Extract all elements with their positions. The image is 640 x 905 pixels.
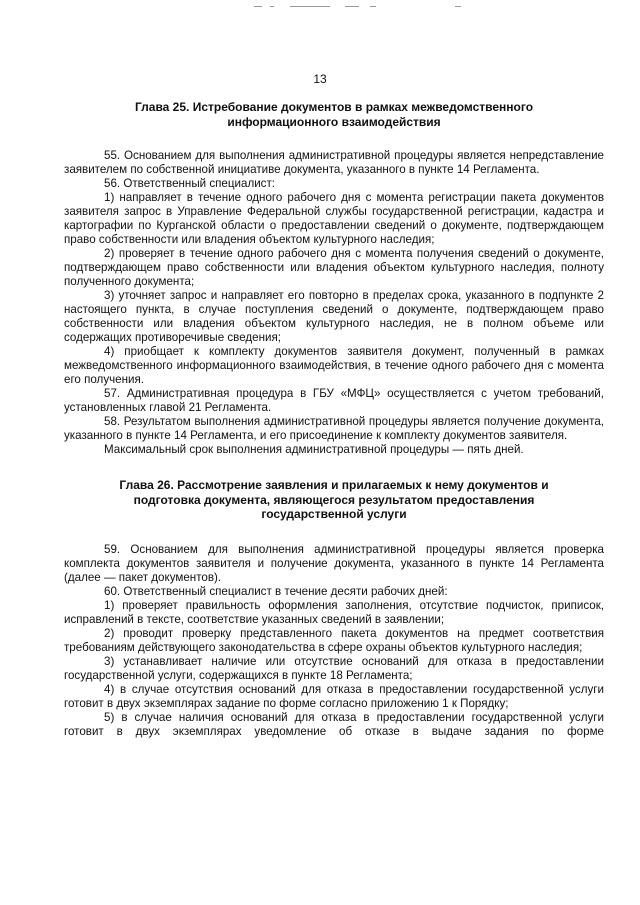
paragraph-56-item-4: 4) приобщает к комплекту документов заявителя документ, полученный в рамках межведомственного информационного взаимодействия, в течение одного рабочего дня с момента его получения.: [64, 345, 604, 386]
paragraph-max-term: Максимальный срок выполнения административной процедуры — пять дней.: [104, 443, 524, 456]
paragraph-59: 59. Основанием для выполнения административной процедуры является проверка комплекта документов заявителя и получение документа, указанного в пункте 14 Регламента (далее — пакет документов).: [64, 542, 604, 584]
paragraph-60: 60. Ответственный специалист в течение десяти рабочих дней:: [104, 584, 448, 598]
paragraph-60-item-5: 5) в случае наличия оснований для отказа в предоставлении государственной услуги готовит в двух экземплярах уведомление об отказе в выдаче задания по форме: [64, 710, 604, 738]
chapter-25-title-line1: Глава 25. Истребование документов в рамках межведомственного: [134, 100, 534, 114]
scan-artifact-marks: [0, 4, 640, 10]
chapter-25-title-line2: информационного взаимодействия: [227, 114, 441, 129]
chapter-26-title: [64, 478, 604, 522]
chapter-26-title-line2: подготовка документа, являющегося результатом предоставления: [133, 492, 535, 507]
paragraph-56-item-2: 2) проверяет в течение одного рабочего дня с момента получения сведений о документе, подтверждающем право собственности или владения объектом культурного наследия, полноту полученного документа;: [64, 247, 604, 288]
chapter-26-title-line1: Глава 26. Рассмотрение заявления и прилагаемых к нему документов и: [119, 478, 549, 492]
document-body: [64, 100, 604, 739]
paragraph-55: 55. Основанием для выполнения административной процедуры является непредставление заявителем по собственной инициативе документа, указанного в пункте 14 Регламента.: [64, 149, 604, 176]
paragraph-56: 56. Ответственный специалист:: [104, 177, 276, 190]
page-number: 13: [313, 72, 327, 86]
chapter-26-title-line3: государственной услуги: [261, 507, 407, 521]
paragraph-60-item-1: 1) проверяет правильность оформления заполнения, отсутствие подчисток, приписок, исправлений в тексте, соответствие указанных сведений в заявлении;: [64, 598, 604, 626]
paragraph-60-item-3: 3) устанавливает наличие или отсутствие оснований для отказа в предоставлении государственной услуги, содержащихся в пункте 18 Регламента;: [64, 654, 604, 682]
paragraph-56-item-3: 3) уточняет запрос и направляет его повторно в пределах срока, указанного в подпункте 2 настоящего пункта, в случае поступления сведений о документе, подтверждающем право собственности или владения объектом культурного наследия, не в полном объеме или содержащих противоречивые сведения;: [64, 289, 604, 344]
paragraph-60-item-2: 2) проводит проверку представленного пакета документов на предмет соответствия требованиям действующего законодательства в сфере охраны объектов культурного наследия;: [64, 626, 604, 654]
chapter-25-title: [64, 100, 604, 129]
paragraph-57: 57. Административная процедура в ГБУ «МФЦ» осуществляется с учетом требований, установленных главой 21 Регламента.: [64, 387, 604, 414]
paragraph-56-item-1: 1) направляет в течение одного рабочего дня с момента регистрации пакета документов заявителя запрос в Управление Федеральной службы государственной регистрации, кадастра и картографии по Курганской области о предоставлении сведений о документе, подтверждающем право собственности или владения объектом культурного наследия;: [64, 191, 604, 246]
paragraph-60-item-4: 4) в случае отсутствия оснований для отказа в предоставлении государственной услуги готовит в двух экземплярах задание по форме согласно приложению 1 к Порядку;: [64, 682, 604, 710]
paragraph-58: 58. Результатом выполнения административной процедуры является получение документа, указанного в пункте 14 Регламента, и его присоединение к комплекту документов заявителя.: [64, 415, 604, 442]
